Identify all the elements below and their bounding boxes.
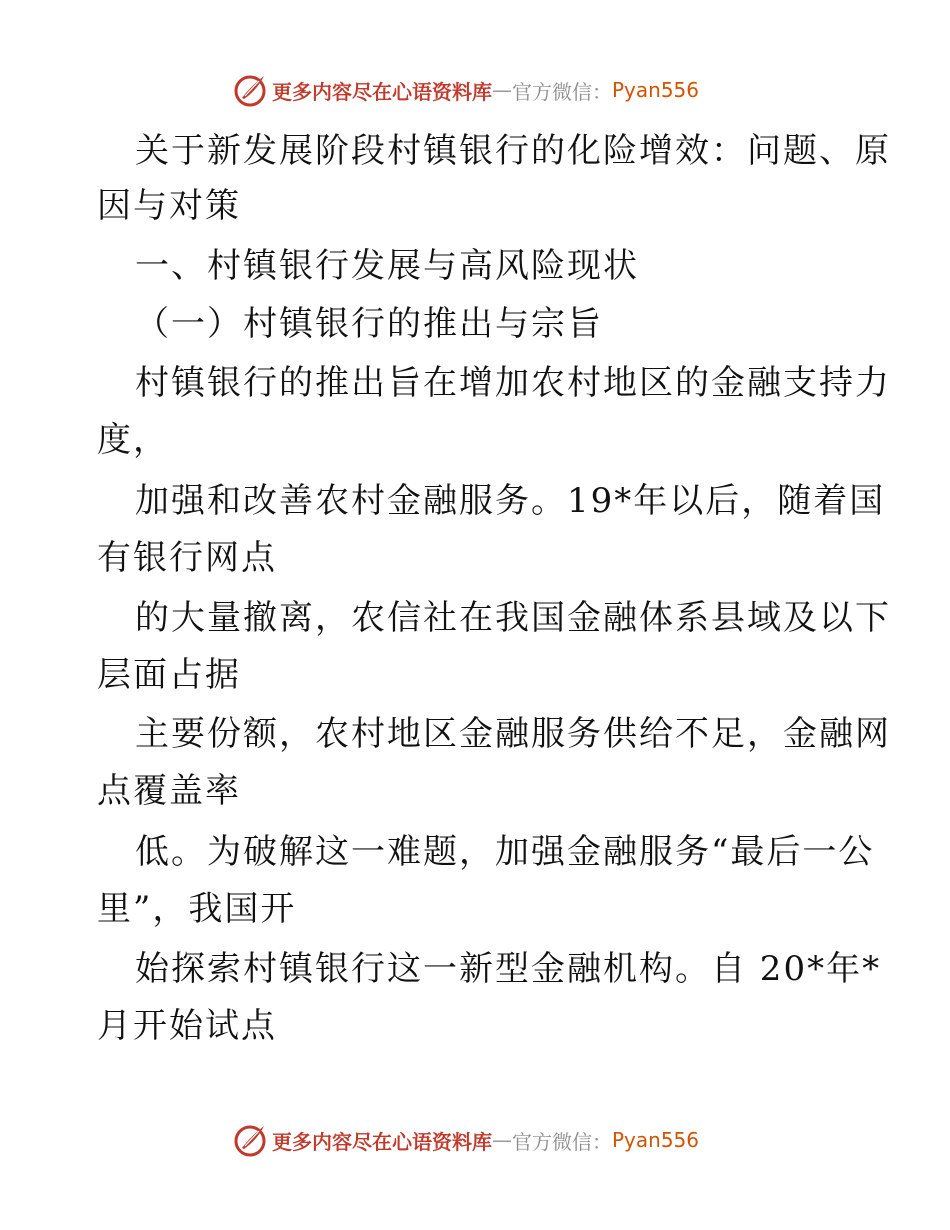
doc-title-line-1: 关于新发展阶段村镇银行的化险增效：问题、原	[135, 131, 891, 171]
subsection-heading: （一）村镇银行的推出与宗旨	[135, 304, 603, 344]
paragraph-line: 村镇银行的推出旨在增加农村地区的金融支持力	[135, 363, 891, 403]
watermark-wechat-label: 官方微信：	[512, 1129, 612, 1154]
paragraph-line: 里”，我国开	[97, 889, 297, 929]
paragraph-line: 点覆盖率	[97, 771, 241, 811]
watermark-dash: —	[492, 78, 512, 102]
paragraph-line: 有银行网点	[97, 538, 277, 578]
paragraph-line: 层面占据	[97, 655, 241, 695]
watermark-dash: —	[492, 1128, 512, 1152]
watermark-brand: 更多内容尽在心语资料库	[272, 1129, 492, 1154]
footer-watermark	[232, 1120, 752, 1160]
watermark-wechat-label: 官方微信：	[512, 79, 612, 104]
paragraph-line: 月开始试点	[97, 1006, 277, 1046]
watermark-brand: 更多内容尽在心语资料库	[272, 79, 492, 104]
paragraph-line: 加强和改善农村金融服务。19*年以后，随着国	[135, 481, 886, 521]
feather-seal-icon	[232, 1122, 268, 1158]
paragraph-line: 的大量撤离，农信社在我国金融体系县域及以下	[135, 598, 891, 638]
paragraph-line: 低。为破解这一难题，加强金融服务“最后一公	[135, 832, 875, 872]
watermark-wechat-id: Pyan556	[612, 1128, 700, 1152]
doc-title-line-2: 因与对策	[97, 186, 241, 226]
paragraph-line: 主要份额，农村地区金融服务供给不足，金融网	[135, 714, 891, 754]
section-heading: 一、村镇银行发展与高风险现状	[135, 246, 639, 286]
watermark-wechat-id: Pyan556	[612, 78, 700, 102]
paragraph-line: 始探索村镇银行这一新型金融机构。自 20*年*	[135, 949, 882, 989]
paragraph-line: 度，	[97, 420, 169, 460]
